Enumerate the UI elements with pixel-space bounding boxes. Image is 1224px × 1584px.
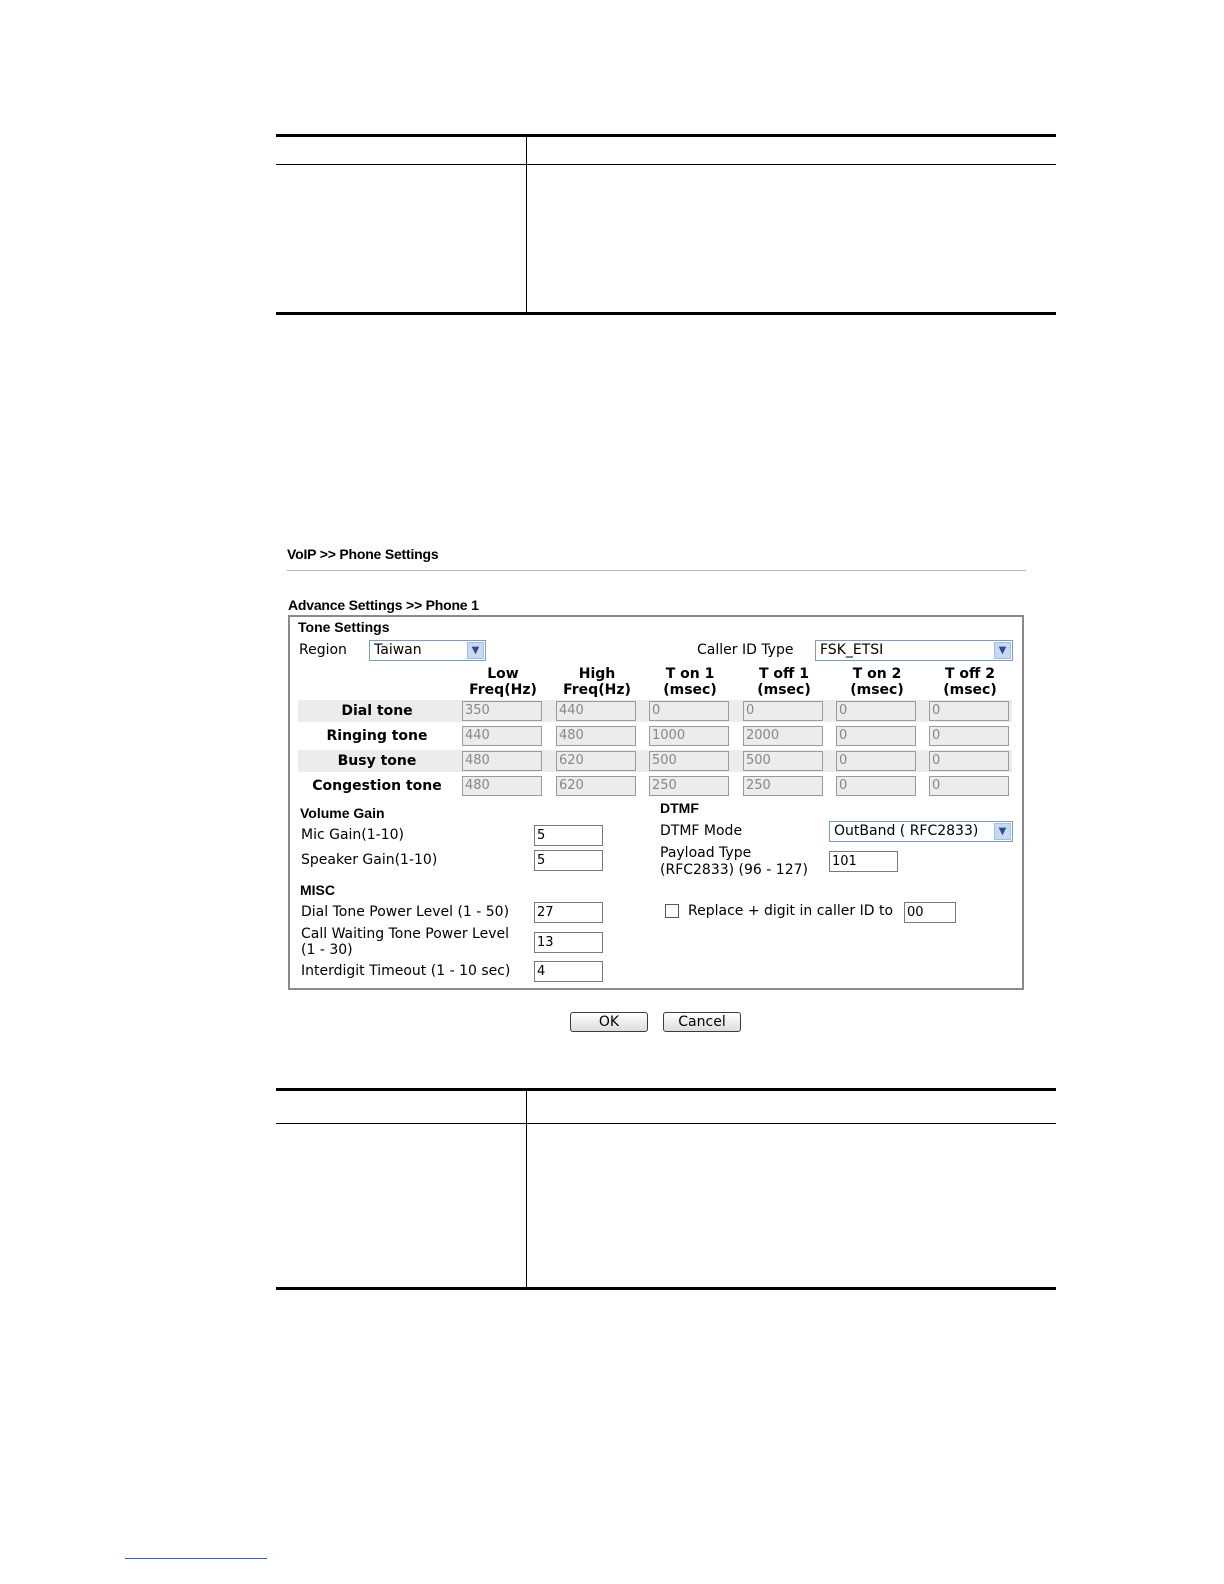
caller-id-label: Caller ID Type: [697, 642, 794, 658]
call-waiting-power-label: [301, 926, 509, 958]
footer-link-underline: [125, 1558, 267, 1559]
replace-digit-input[interactable]: 00: [904, 902, 956, 923]
table-column-divider: [526, 137, 527, 312]
table-header-rule: [276, 1123, 1056, 1124]
tone-settings-title: Tone Settings: [298, 619, 390, 635]
payload-type-label: [660, 845, 808, 879]
table-top-rule: [276, 134, 1056, 137]
column-header-line: T on 2: [852, 666, 902, 682]
column-header: [456, 666, 550, 698]
column-header: [550, 666, 644, 698]
payload-type-label-line: Payload Type: [660, 845, 752, 861]
chevron-down-icon[interactable]: ▼: [994, 642, 1011, 659]
tone-row-label: Congestion tone: [298, 775, 456, 797]
column-header-line: T on 1: [665, 666, 715, 682]
table-bottom-rule: [276, 312, 1056, 315]
tone-field: 440: [556, 701, 636, 721]
region-label: Region: [299, 642, 347, 658]
region-select[interactable]: [369, 640, 486, 661]
interdigit-timeout-label: Interdigit Timeout (1 - 10 sec): [301, 963, 511, 979]
tone-field: 2000: [743, 726, 823, 746]
call-waiting-power-input[interactable]: 13: [534, 932, 603, 953]
caller-id-select[interactable]: [815, 640, 1013, 661]
column-header-line: (msec): [850, 682, 904, 698]
column-header: [643, 666, 737, 698]
tone-field: 0: [929, 726, 1009, 746]
breadcrumb: VoIP >> Phone Settings: [287, 546, 439, 562]
tone-field: 620: [556, 751, 636, 771]
payload-type-label-line: (RFC2833) (96 - 127): [660, 862, 808, 878]
call-waiting-label-line: (1 - 30): [301, 942, 353, 958]
tone-field: 0: [836, 726, 916, 746]
column-header-line: Low: [487, 666, 519, 682]
tone-field: 0: [836, 751, 916, 771]
doc-table-bottom: [276, 1088, 1056, 1291]
interdigit-timeout-input[interactable]: 4: [534, 961, 603, 982]
tone-field: 0: [836, 701, 916, 721]
tone-field: 480: [462, 751, 542, 771]
column-header-line: T off 1: [759, 666, 809, 682]
table-header-rule: [276, 164, 1056, 165]
speaker-gain-input[interactable]: 5: [534, 850, 603, 871]
mic-gain-input[interactable]: 5: [534, 825, 603, 846]
table-bottom-rule: [276, 1287, 1056, 1290]
tone-row-label: Ringing tone: [298, 725, 456, 747]
tone-field: 0: [929, 751, 1009, 771]
dtmf-mode-label: DTMF Mode: [660, 823, 743, 839]
tone-field: 500: [649, 751, 729, 771]
replace-digit-label: Replace + digit in caller ID to: [688, 903, 894, 919]
tone-field: 0: [929, 701, 1009, 721]
tone-field: 440: [462, 726, 542, 746]
column-header-line: (msec): [757, 682, 811, 698]
column-header: [737, 666, 831, 698]
column-header-line: Freq(Hz): [563, 682, 631, 698]
mic-gain-label: Mic Gain(1-10): [301, 827, 405, 843]
tone-field: 1000: [649, 726, 729, 746]
tone-row-label: Busy tone: [298, 750, 456, 772]
table-column-divider: [526, 1091, 527, 1288]
tone-field: 500: [743, 751, 823, 771]
dial-tone-power-label: Dial Tone Power Level (1 - 50): [301, 904, 510, 920]
tone-field: 0: [929, 776, 1009, 796]
speaker-gain-label: Speaker Gain(1-10): [301, 852, 438, 868]
dial-tone-power-input[interactable]: 27: [534, 902, 603, 923]
replace-digit-checkbox[interactable]: [665, 904, 679, 918]
caller-id-select-value: FSK_ETSI: [820, 642, 884, 658]
tone-field: 480: [556, 726, 636, 746]
call-waiting-label-line: Call Waiting Tone Power Level: [301, 926, 509, 942]
tone-field: 250: [743, 776, 823, 796]
misc-title: MISC: [300, 882, 335, 898]
tone-field: 350: [462, 701, 542, 721]
tone-field: 0: [649, 701, 729, 721]
chevron-down-icon[interactable]: ▼: [994, 823, 1011, 840]
doc-table-top: [276, 134, 1056, 315]
tone-row-label: Dial tone: [298, 700, 456, 722]
cancel-button[interactable]: Cancel: [663, 1012, 741, 1032]
volume-gain-title: Volume Gain: [300, 805, 385, 821]
section-title: Advance Settings >> Phone 1: [288, 597, 479, 613]
column-header-line: High: [578, 666, 616, 682]
tone-field: 0: [743, 701, 823, 721]
breadcrumb-divider: [287, 570, 1026, 571]
tone-field: 250: [649, 776, 729, 796]
tone-field: 0: [836, 776, 916, 796]
column-header-line: Freq(Hz): [469, 682, 537, 698]
table-top-rule: [276, 1088, 1056, 1091]
dtmf-title: DTMF: [660, 800, 699, 816]
dtmf-mode-select[interactable]: [829, 821, 1013, 842]
payload-type-input[interactable]: 101: [829, 851, 898, 872]
ok-button[interactable]: OK: [570, 1012, 648, 1032]
region-select-value: Taiwan: [374, 642, 422, 658]
dtmf-mode-select-value: OutBand ( RFC2833): [834, 823, 979, 839]
column-header-line: (msec): [943, 682, 997, 698]
column-header: [830, 666, 924, 698]
column-header-line: T off 2: [945, 666, 995, 682]
chevron-down-icon[interactable]: ▼: [467, 642, 484, 659]
tone-field: 480: [462, 776, 542, 796]
tone-field: 620: [556, 776, 636, 796]
column-header: [923, 666, 1017, 698]
column-header-line: (msec): [663, 682, 717, 698]
